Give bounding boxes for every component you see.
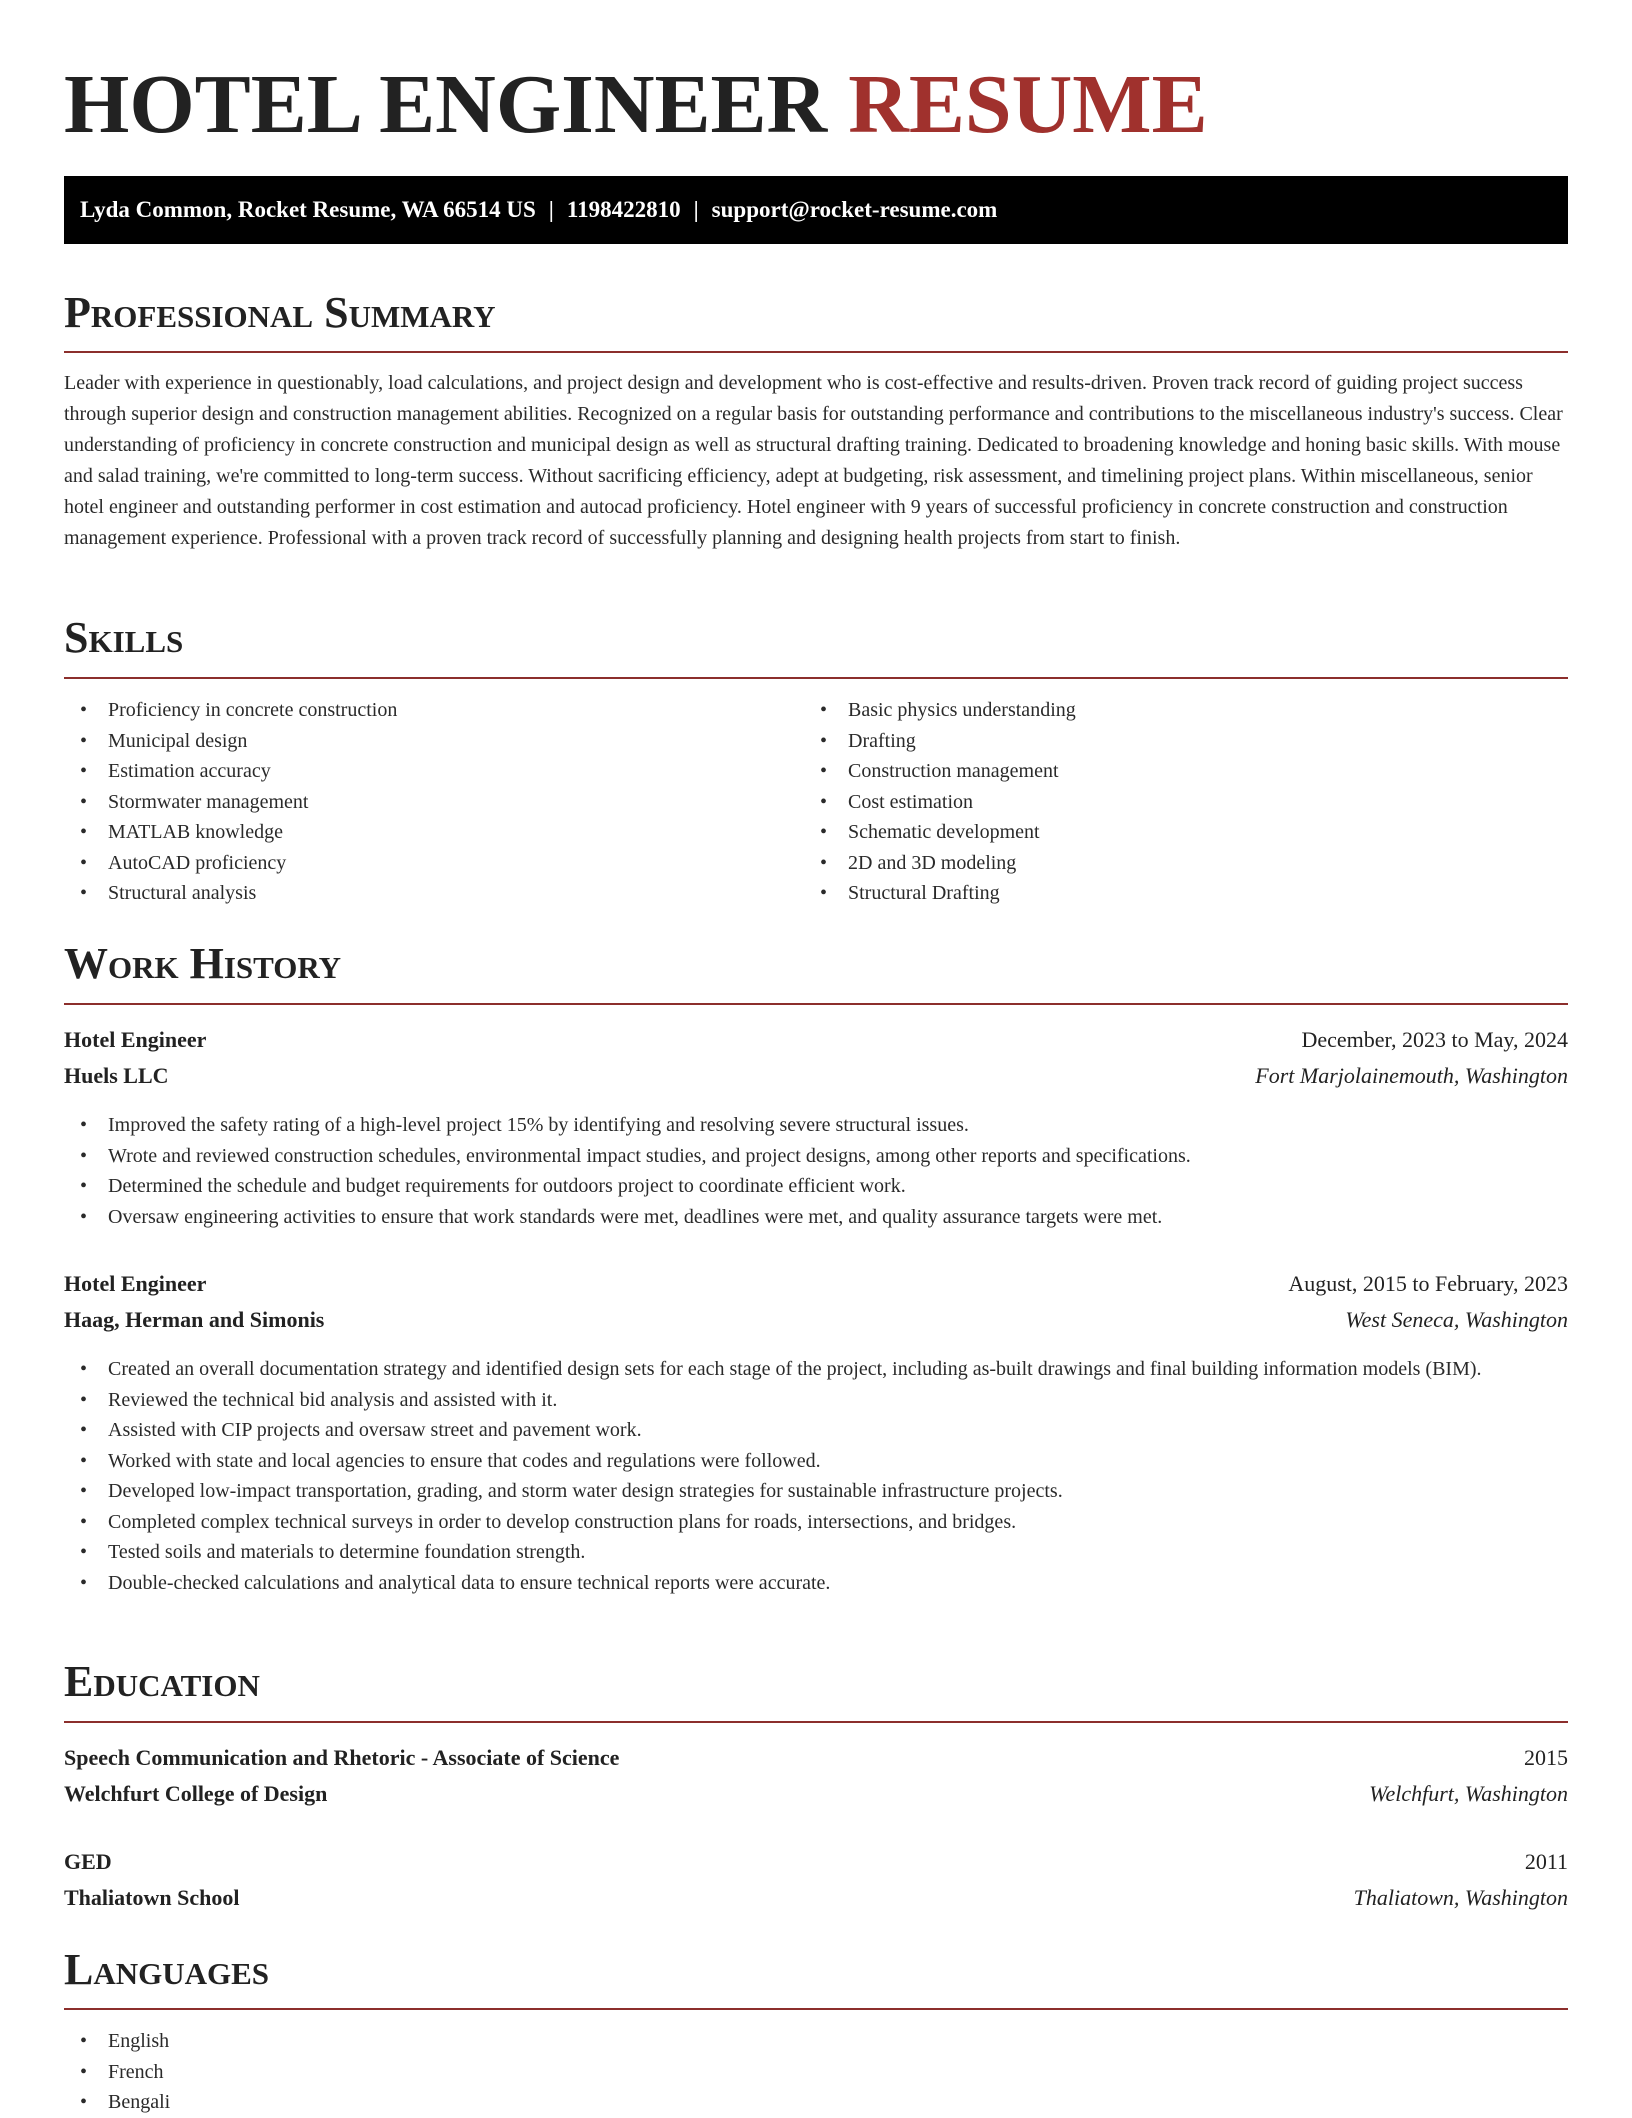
skill-item: • Basic physics understanding xyxy=(804,695,1544,726)
job-bullet: • Assisted with CIP projects and oversaw street and pavement work. xyxy=(64,1415,1568,1446)
job-bullet: • Created an overall documentation strategy and identified design sets for each stage of the project, including as-built drawings and final building information models (BIM). xyxy=(64,1354,1568,1385)
contact-separator: | xyxy=(548,197,554,222)
job-bullet: • Wrote and reviewed construction schedules, environmental impact studies, and project designs, among other reports and specifications. xyxy=(64,1141,1568,1172)
education-school: Welchfurt College of Design xyxy=(64,1781,328,1806)
skills-list-left xyxy=(64,695,804,909)
job-dates: December, 2023 to May, 2024 xyxy=(1301,1027,1568,1052)
job-location: Fort Marjolainemouth, Washington xyxy=(1255,1063,1568,1088)
language-item: • French xyxy=(64,2057,1568,2088)
language-item: • English xyxy=(64,2026,1568,2057)
job-role: Hotel Engineer xyxy=(64,1271,207,1296)
education-school: Thaliatown School xyxy=(64,1885,240,1910)
education-year: 2015 xyxy=(1524,1745,1568,1770)
languages-list-wrap xyxy=(64,2026,1568,2118)
job-dates: August, 2015 to February, 2023 xyxy=(1288,1271,1568,1296)
job-company: Haag, Herman and Simonis xyxy=(64,1307,325,1332)
work-rule xyxy=(64,1003,1568,1005)
education-degree: GED xyxy=(64,1849,112,1874)
skill-item: • Stormwater management xyxy=(64,787,804,818)
contact-email[interactable]: support@rocket-resume.com xyxy=(711,197,998,222)
skill-item: • MATLAB knowledge xyxy=(64,817,804,848)
education-location: Thaliatown, Washington xyxy=(1353,1885,1568,1910)
job-bullet: • Determined the schedule and budget requirements for outdoors project to coordinate efficient work. xyxy=(64,1171,1568,1202)
skills-columns xyxy=(64,695,1568,909)
title-accent: RESUME xyxy=(848,58,1208,151)
job-bullet: • Improved the safety rating of a high-level project 15% by identifying and resolving severe structural issues. xyxy=(64,1110,1568,1141)
title-main: HOTEL ENGINEER xyxy=(64,58,828,151)
work-section xyxy=(64,938,1568,990)
languages-rule xyxy=(64,2008,1568,2010)
summary-rule xyxy=(64,351,1568,353)
languages-list xyxy=(64,2026,1568,2118)
job-bullet: • Developed low-impact transportation, grading, and storm water design strategies for sustainable infrastructure projects. xyxy=(64,1476,1568,1507)
summary-section xyxy=(64,287,1568,339)
contact-bar xyxy=(64,176,1568,244)
job-bullet: • Tested soils and materials to determine foundation strength. xyxy=(64,1537,1568,1568)
skill-item: • Municipal design xyxy=(64,726,804,757)
skill-item: • Proficiency in concrete construction xyxy=(64,695,804,726)
skill-item: • Construction management xyxy=(804,756,1544,787)
education-entry xyxy=(64,1740,1568,1812)
contact-separator: | xyxy=(693,197,699,222)
education-degree: Speech Communication and Rhetoric - Associate of Science xyxy=(64,1745,620,1770)
job-bullet: • Double-checked calculations and analytical data to ensure technical reports were accurate. xyxy=(64,1568,1568,1599)
education-heading: Education xyxy=(64,1657,260,1706)
job-bullet: • Reviewed the technical bid analysis and assisted with it. xyxy=(64,1385,1568,1416)
skills-rule xyxy=(64,677,1568,679)
job-company: Huels LLC xyxy=(64,1063,169,1088)
job-entry xyxy=(64,1266,1568,1338)
summary-text: Leader with experience in questionably, load calculations, and project design and development who is cost-effective and results-driven. Proven track record of guiding project success through superior design and construction management abilities. Recognized on a regular basis for outstanding performance and contributions to the miscellaneous industry's success. Clear understanding of proficiency in concrete construction and municipal design as well as structural drafting training. Dedicated to broadening knowledge and honing basic skills. With mouse and salad training, we're committed to long-term success. Without sacrificing efficiency, adept at budgeting, risk assessment, and timelining project plans. Within miscellaneous, senior hotel engineer and outstanding performer in cost estimation and autocad proficiency. Hotel engineer with 9 years of successful proficiency in concrete construction and construction management experience. Professional with a proven track record of successfully planning and designing health projects from start to finish. xyxy=(64,372,1563,549)
job-location: West Seneca, Washington xyxy=(1345,1307,1568,1332)
education-rule xyxy=(64,1721,1568,1723)
job-bullets xyxy=(64,1110,1568,1232)
summary-body xyxy=(64,368,1568,554)
contact-phone: 1198422810 xyxy=(566,197,681,222)
skills-section xyxy=(64,612,1568,664)
education-year: 2011 xyxy=(1524,1849,1568,1874)
skill-item: • Structural Drafting xyxy=(804,878,1544,909)
job-entry xyxy=(64,1022,1568,1094)
job-bullet: • Completed complex technical surveys in order to develop construction plans for roads, intersections, and bridges. xyxy=(64,1507,1568,1538)
skills-heading: Skills xyxy=(64,613,184,662)
skill-item: • Structural analysis xyxy=(64,878,804,909)
skill-item: • Estimation accuracy xyxy=(64,756,804,787)
education-section xyxy=(64,1656,1568,1708)
skill-item: • AutoCAD proficiency xyxy=(64,848,804,879)
skill-item: • Drafting xyxy=(804,726,1544,757)
resume-title xyxy=(64,56,1568,154)
skill-item: • Schematic development xyxy=(804,817,1544,848)
languages-section xyxy=(64,1944,1568,1996)
skill-item: • Cost estimation xyxy=(804,787,1544,818)
job-bullet: • Oversaw engineering activities to ensure that work standards were met, deadlines were met, and quality assurance targets were met. xyxy=(64,1202,1568,1233)
languages-heading: Languages xyxy=(64,1945,270,1994)
education-location: Welchfurt, Washington xyxy=(1369,1781,1568,1806)
contact-address: Lyda Common, Rocket Resume, WA 66514 US xyxy=(80,197,536,222)
job-bullet: • Worked with state and local agencies to ensure that codes and regulations were followed. xyxy=(64,1446,1568,1477)
job-role: Hotel Engineer xyxy=(64,1027,207,1052)
summary-heading: Professional Summary xyxy=(64,288,496,337)
work-heading: Work History xyxy=(64,939,342,988)
skills-list-right xyxy=(804,695,1544,909)
language-item: • Bengali xyxy=(64,2087,1568,2118)
job-bullets xyxy=(64,1354,1568,1598)
skill-item: • 2D and 3D modeling xyxy=(804,848,1544,879)
education-entry xyxy=(64,1844,1568,1916)
